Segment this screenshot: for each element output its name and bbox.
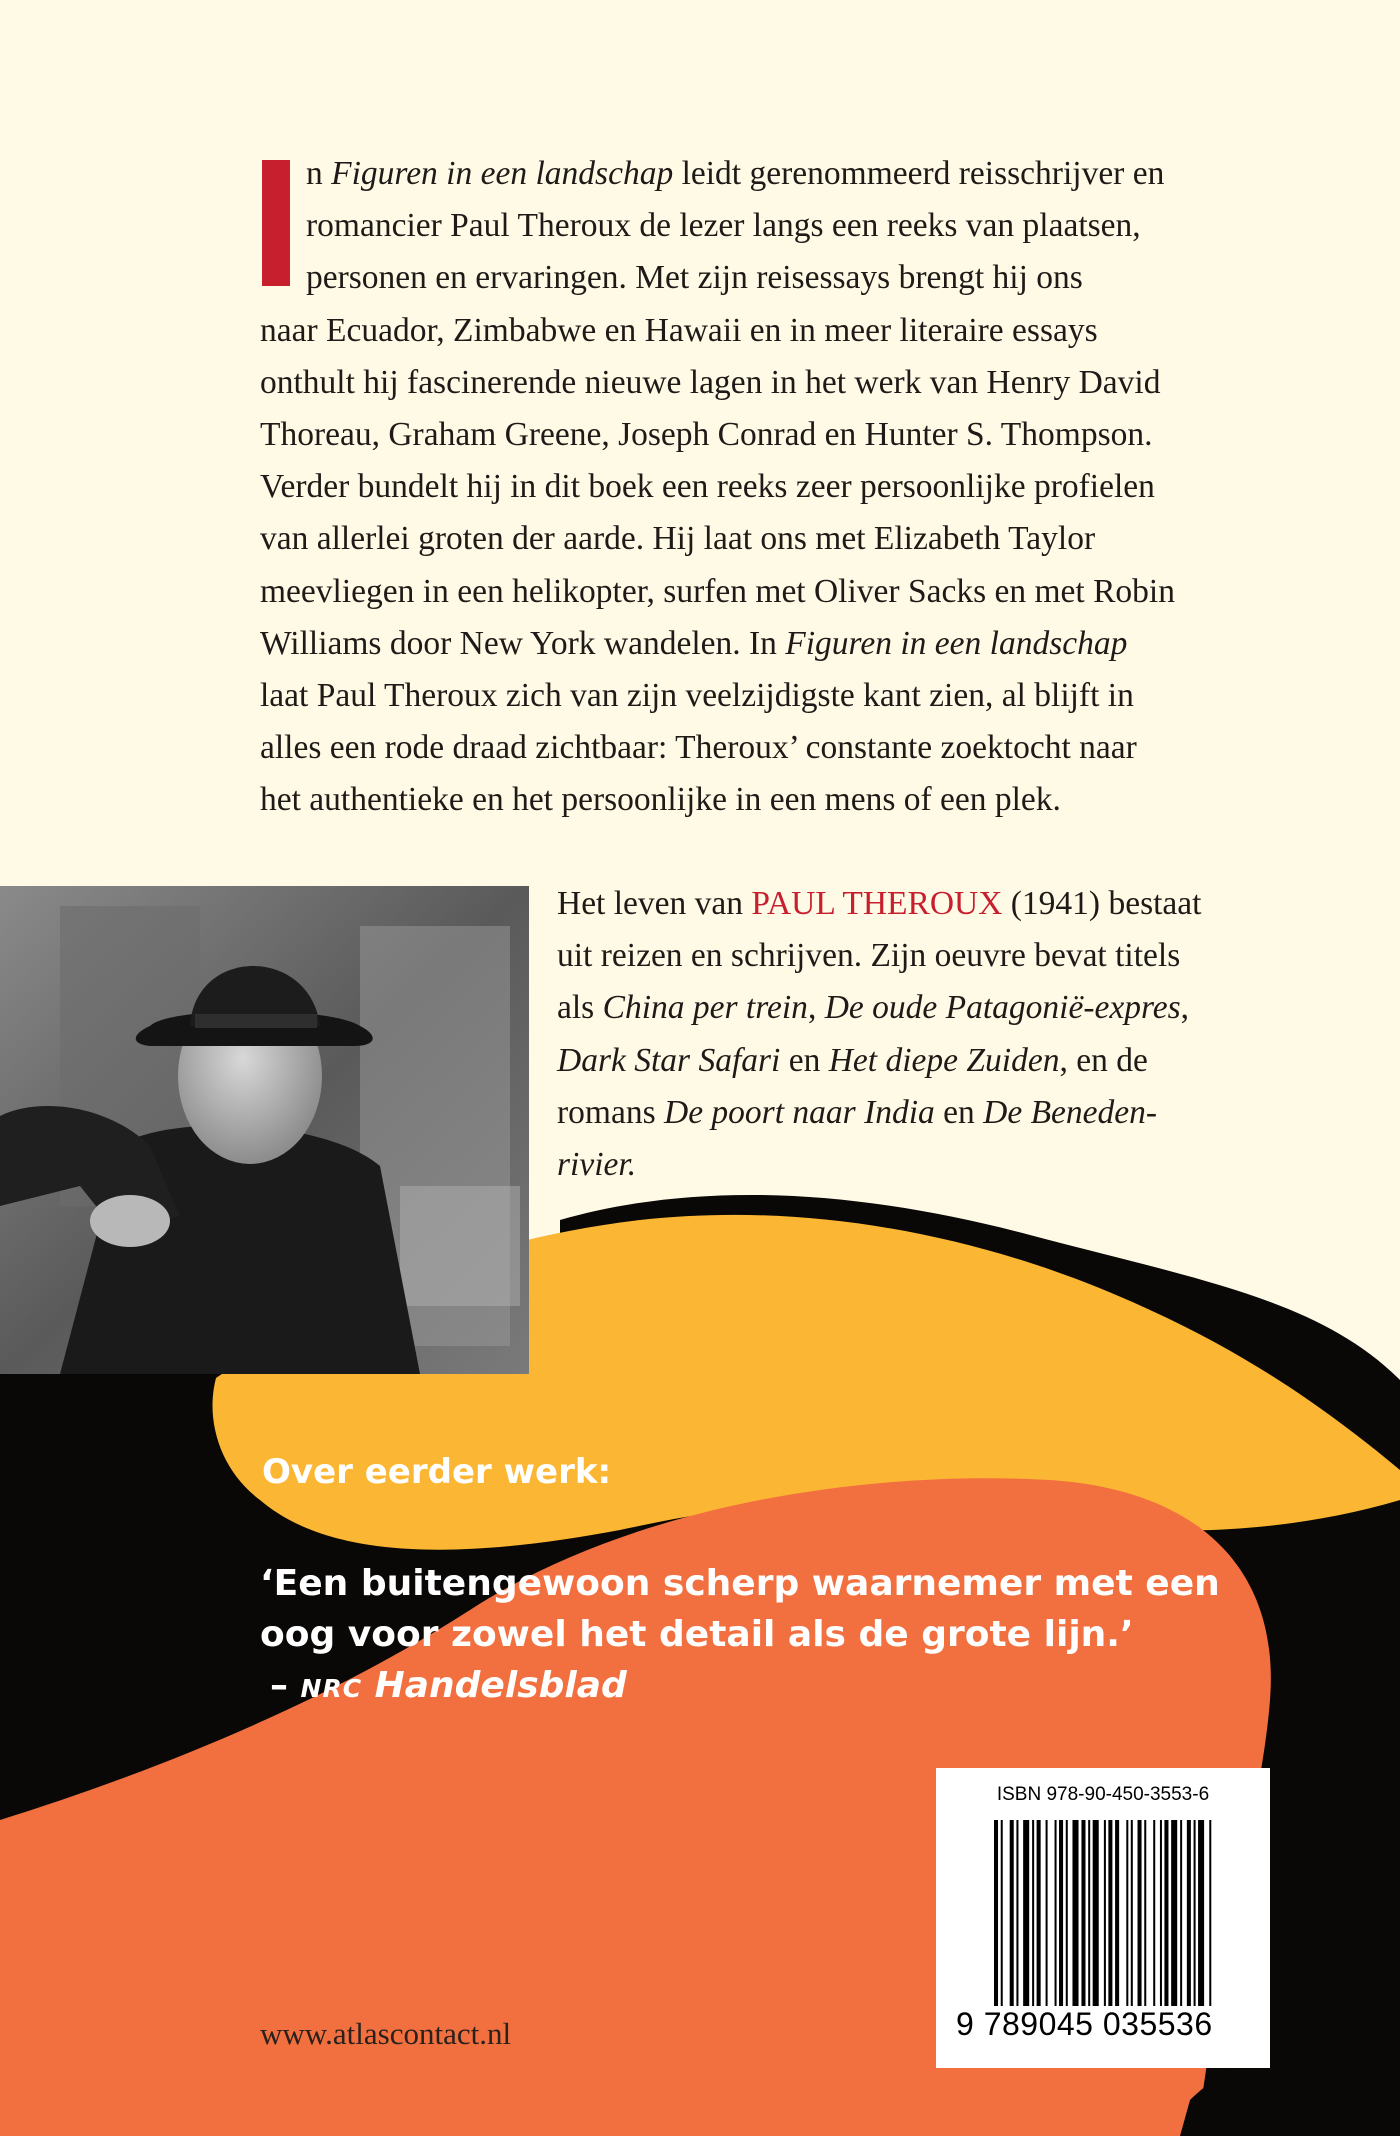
- italic-title: De oude Patagonië-expres: [824, 989, 1181, 1027]
- italic-title: De Beneden-: [983, 1093, 1158, 1131]
- barcode-bar: [1066, 1820, 1068, 2006]
- text-line: [260, 148, 1300, 200]
- text-span: Williams door New York wandelen. In: [260, 624, 786, 662]
- barcode-bar: [1010, 1820, 1014, 2006]
- publisher-website[interactable]: www.atlascontact.nl: [260, 2016, 512, 2051]
- text-line: [260, 670, 1300, 722]
- quote-source-dash: –: [270, 1665, 301, 1706]
- text-line: [557, 1139, 1337, 1191]
- barcode-bar: [994, 1820, 998, 2030]
- barcode-bar: [1153, 1820, 1155, 2006]
- text-span: uit reizen en schrijven. Zijn oeuvre bevat titels: [557, 937, 1181, 975]
- text-line: [557, 1035, 1337, 1087]
- text-span: onthult hij fascinerende nieuwe lagen in het werk van Henry David: [260, 363, 1161, 401]
- author-portrait-photo: [0, 886, 529, 1374]
- text-line: [260, 513, 1300, 565]
- text-span: ,: [1180, 989, 1190, 1027]
- text-line: [557, 982, 1337, 1034]
- text-span: Verder bundelt hij in dit boek een reeks zeer persoonlijke profielen: [260, 468, 1155, 506]
- text-line: [557, 930, 1337, 982]
- barcode-bar: [1131, 1820, 1133, 2006]
- barcode-bar: [1055, 1820, 1057, 2006]
- text-line: [557, 878, 1337, 930]
- barcode-bar: [1144, 1820, 1146, 2006]
- text-line: [260, 305, 1300, 357]
- barcode-bar: [1023, 1820, 1029, 2006]
- text-line: [260, 200, 1300, 252]
- barcode-bar: [1059, 1820, 1063, 2006]
- text-span: meevliegen in een helikopter, surfen met Oliver Sacks en met Robin: [260, 572, 1175, 610]
- text-span: leidt gerenommeerd reisschrijver en: [673, 155, 1165, 192]
- quote-source-name: Handelsblad: [362, 1665, 627, 1706]
- text-line: [260, 618, 1300, 670]
- barcode-bar: [1115, 1820, 1119, 2006]
- text-span: naar Ecuador, Zimbabwe en Hawaii en in meer literaire essays: [260, 311, 1098, 349]
- text-line: [260, 722, 1300, 774]
- barcode-bar: [1194, 1820, 1196, 2006]
- text-span: , en de: [1059, 1041, 1148, 1079]
- text-line: [557, 1087, 1337, 1139]
- barcode-bar: [1046, 1820, 1048, 2006]
- quote-line-2: oog voor zowel het detail als de grote lijn.’: [260, 1614, 1134, 1655]
- isbn-label: ISBN 978-90-450-3553-6: [996, 1784, 1210, 1805]
- barcode-bar: [1187, 1820, 1191, 2006]
- barcode-icon: [994, 1820, 1216, 2030]
- text-line: [260, 252, 1300, 304]
- italic-title: Figuren in een landschap: [785, 624, 1128, 662]
- barcode-digits: 9 789045 035536: [956, 2006, 1213, 2042]
- text-span: laat Paul Theroux zich van zijn veelzijdigste kant zien, al blijft in: [260, 677, 1134, 715]
- barcode-bar: [1138, 1820, 1142, 2006]
- quote-line-1: ‘Een buitengewoon scherp waarnemer met een: [260, 1563, 1220, 1604]
- text-span: romans: [557, 1093, 664, 1131]
- blurb-text: [260, 148, 1300, 827]
- barcode-bar: [1209, 1820, 1211, 2030]
- text-span: (1941) bestaat: [1002, 885, 1202, 922]
- text-span: van allerlei groten der aarde. Hij laat ons met Elizabeth Taylor: [260, 520, 1096, 558]
- italic-title: rivier.: [557, 1146, 637, 1184]
- barcode-bar: [1088, 1820, 1090, 2006]
- barcode-bar: [1164, 1820, 1168, 2006]
- barcode-bar: [1081, 1820, 1085, 2006]
- italic-title: De poort naar India: [664, 1093, 935, 1131]
- quote-source: [260, 1660, 1220, 1714]
- barcode-bar: [1108, 1820, 1112, 2030]
- text-span: en: [934, 1093, 984, 1131]
- barcode-bar: [1160, 1820, 1162, 2006]
- barcode-bar: [1001, 1820, 1003, 2030]
- barcode-bar: [1180, 1820, 1182, 2006]
- text-line: [260, 461, 1300, 513]
- text-line: [260, 409, 1300, 461]
- text-line: [260, 774, 1300, 826]
- text-span: personen en ervaringen. Met zijn reisessays brengt hij ons: [306, 259, 1083, 297]
- text-span: alles een rode draad zichtbaar: Theroux’ constante zoektocht naar: [260, 729, 1137, 767]
- text-span: Thoreau, Graham Greene, Joseph Conrad en Hunter S. Thompson.: [260, 416, 1153, 454]
- review-quote: [260, 1558, 1220, 1714]
- text-line: [260, 357, 1300, 409]
- text-span: het authentieke en het persoonlijke in een mens of een plek.: [260, 781, 1061, 819]
- text-span: romancier Paul Theroux de lezer langs een reeks van plaatsen,: [306, 207, 1141, 245]
- barcode-bar: [1016, 1820, 1018, 2006]
- isbn-box: [936, 1768, 1270, 2068]
- barcode-bar: [1072, 1820, 1078, 2006]
- barcode-bar: [1198, 1820, 1204, 2006]
- text-line: [260, 566, 1300, 618]
- barcode-bar: [1032, 1820, 1034, 2006]
- barcode-bar: [1126, 1820, 1128, 2006]
- italic-title: Figuren in een landschap: [331, 155, 674, 192]
- text-span: en: [780, 1041, 829, 1079]
- quote-source-abbr: NRC: [300, 1674, 363, 1703]
- barcode-bar: [1093, 1820, 1099, 2006]
- barcode-bar: [1104, 1820, 1106, 2030]
- text-span: Het leven van: [557, 885, 752, 922]
- text-span: als: [557, 989, 603, 1027]
- text-span: ,: [807, 989, 825, 1027]
- italic-title: Dark Star Safari: [557, 1041, 781, 1079]
- author-name: PAUL THEROUX: [751, 885, 1003, 922]
- italic-title: Het diepe Zuiden: [828, 1041, 1060, 1079]
- text-span: n: [306, 155, 332, 192]
- barcode-bar: [1171, 1820, 1177, 2006]
- italic-title: China per trein: [602, 989, 808, 1027]
- barcode-bar: [1037, 1820, 1041, 2006]
- author-bio: [557, 878, 1337, 1191]
- author-portrait-illustration: [0, 886, 529, 1374]
- reviews-heading: Over eerder werk:: [262, 1452, 612, 1492]
